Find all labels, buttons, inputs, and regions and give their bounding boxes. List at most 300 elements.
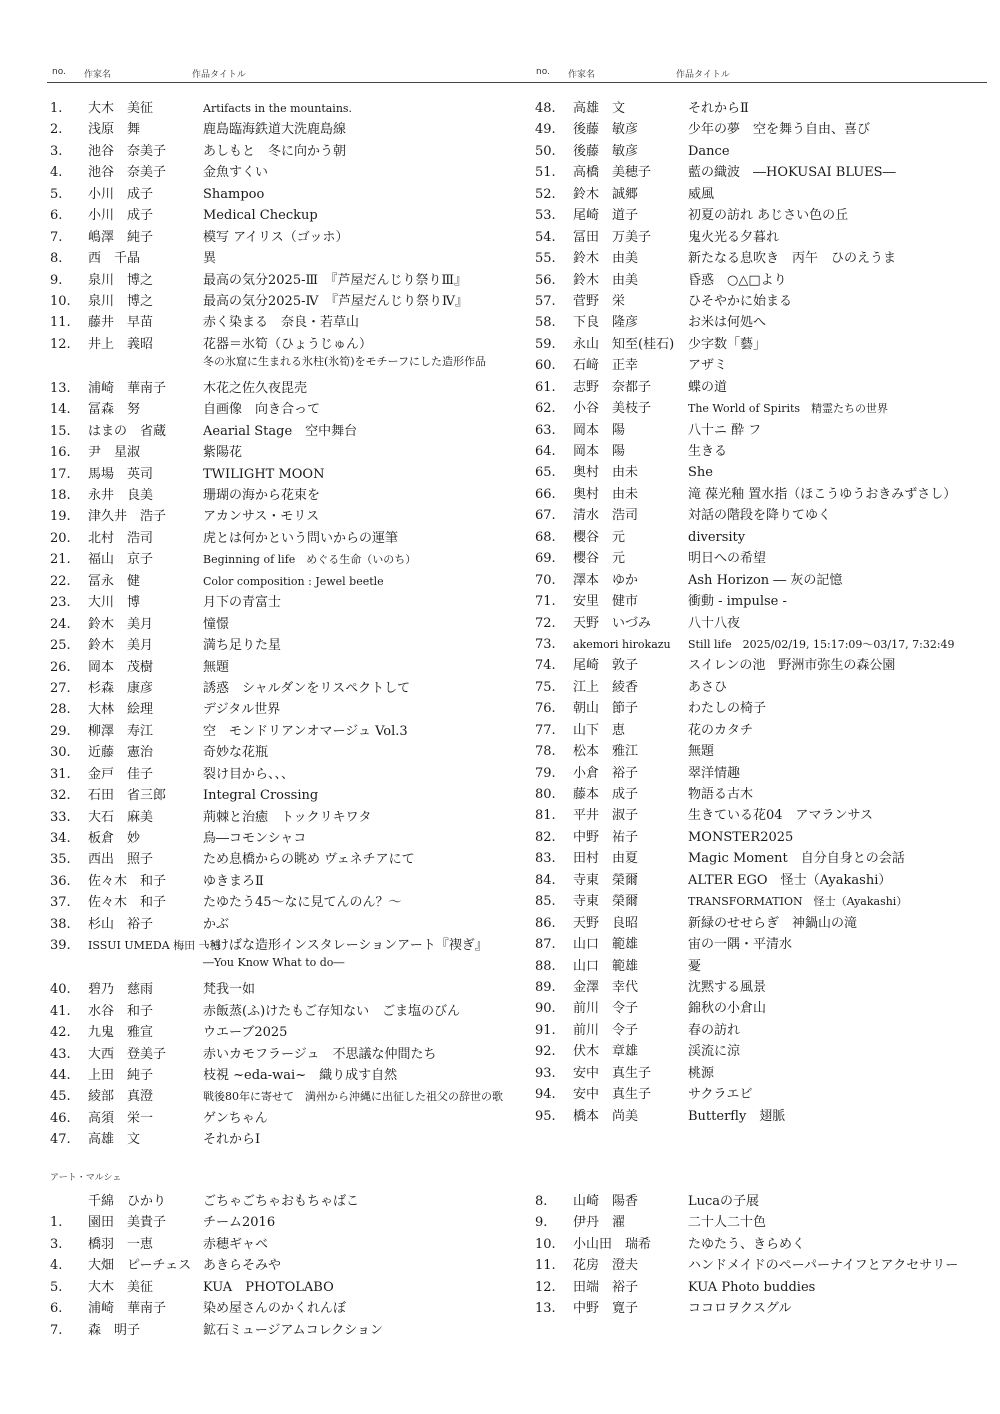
artwork-title: 花のカタチ — [688, 722, 754, 738]
item-number: 88. — [535, 958, 556, 974]
artwork-title: MONSTER2025 — [688, 829, 794, 845]
artist-name: 朝山 節子 — [573, 701, 639, 717]
item-number: 14. — [50, 402, 71, 418]
artist-name: 金戸 佳子 — [88, 766, 154, 782]
artist-name: 前川 令子 — [573, 1022, 639, 1038]
artist-name: 池谷 奈美子 — [88, 143, 167, 159]
item-number: 19. — [50, 509, 71, 525]
artwork-title: スイレンの池 野洲市弥生の森公園 — [688, 658, 896, 674]
artist-name: 鈴木 由美 — [573, 272, 639, 288]
artwork-title: 鳥―コモンシャコ — [203, 831, 307, 846]
item-number: 60. — [535, 358, 556, 374]
artwork-title: TRANSFORMATION 怪士（Ayakashi） — [688, 895, 908, 909]
item-number: 37. — [50, 895, 71, 911]
artwork-title: 蝶の道 — [688, 379, 728, 395]
artist-name: 杉山 裕子 — [88, 916, 154, 932]
artwork-title: KUA PHOTOLABO — [203, 1279, 334, 1295]
item-number: 23. — [50, 595, 71, 611]
item-number: 80. — [535, 787, 556, 802]
artwork-title: 無題 — [688, 744, 715, 760]
artist-name: 大木 美征 — [88, 101, 154, 116]
artwork-title: 無題 — [203, 659, 230, 675]
item-number: 10. — [50, 293, 71, 309]
artwork-title: チーム2016 — [203, 1215, 276, 1231]
artwork-title: diversity — [688, 529, 746, 545]
item-number: 66. — [535, 486, 556, 502]
artwork-title: Ash Horizon ― 灰の記憶 — [688, 572, 843, 588]
artwork-title: 枝視 ~eda-wai~ 織り成す自然 — [203, 1067, 398, 1083]
item-number: 45. — [50, 1089, 71, 1105]
artwork-title: あしもと 冬に向かう朝 — [203, 143, 347, 159]
artist-name: 寺東 榮爾 — [573, 872, 639, 888]
artist-name: 平井 淑子 — [573, 808, 639, 824]
artist-name: 安中 真生子 — [573, 1065, 652, 1081]
artwork-title: かぶ — [203, 916, 230, 932]
artwork-title: 異 — [203, 251, 217, 267]
item-number: 13. — [50, 380, 71, 396]
artist-name: 浅原 舞 — [88, 122, 141, 138]
item-number: 5. — [50, 1279, 63, 1295]
artist-name: 近藤 憲治 — [88, 745, 154, 761]
artwork-title: 月下の青富士 — [203, 595, 282, 611]
artist-name: 泉川 博之 — [88, 272, 154, 288]
artwork-title: 鬼火光る夕暮れ — [688, 229, 780, 245]
artist-name: akemori hirokazu — [573, 637, 671, 651]
artist-name: 上田 純子 — [88, 1067, 154, 1083]
artwork-title: ウエーブ2025 — [203, 1025, 288, 1041]
artwork-title: 渓流に涼 — [688, 1044, 741, 1060]
artwork-title: それからⅡ — [688, 101, 749, 116]
artwork-title: ため息橋からの眺め ヴェネチアにて — [203, 852, 415, 868]
item-number: 58. — [535, 315, 556, 331]
artist-name: 嶋澤 純子 — [88, 229, 154, 245]
item-number: 94. — [535, 1087, 556, 1103]
item-number: 29. — [50, 723, 71, 739]
artwork-title: 模写 アイリス（ゴッホ） — [203, 229, 349, 245]
artwork-title: 藍の織波 ―HOKUSAI BLUES― — [688, 165, 896, 181]
artwork-title: 誘惑 シャルダンをリスペクトして — [203, 680, 411, 696]
artist-name: 松本 雅江 — [573, 744, 639, 760]
artwork-title: 八十ニ 酔 フ — [688, 422, 762, 438]
artwork-title: TWILIGHT MOON — [203, 466, 325, 482]
artist-name: 佐々木 和子 — [88, 895, 167, 911]
item-number: 48. — [535, 101, 556, 116]
artwork-title: 最高の気分2025-Ⅳ 『芦屋だんじり祭りⅣ』 — [203, 293, 468, 309]
item-number: 69. — [535, 551, 556, 567]
artwork-title: Integral Crossing — [203, 788, 319, 804]
item-number: 3. — [50, 1236, 63, 1252]
header-no-right: no. — [536, 67, 550, 77]
item-number: 55. — [535, 251, 556, 267]
artwork-title: 明日への希望 — [688, 551, 767, 567]
artwork-title: お米は何処へ — [688, 315, 767, 331]
artwork-title: 新緑のせせらぎ 神鍋山の滝 — [688, 915, 858, 931]
artwork-title: Lucaの子展 — [688, 1194, 760, 1209]
artist-name: 津久井 浩子 — [88, 509, 167, 525]
artist-name: 永井 良美 — [88, 488, 154, 503]
item-number: 11. — [535, 1258, 556, 1274]
header-author-left: 作家名 — [84, 70, 112, 80]
artist-name: 田村 由夏 — [573, 851, 639, 867]
item-number: 8. — [50, 251, 63, 267]
artwork-title: たゆたう、きらめく — [688, 1236, 806, 1252]
artist-name: 中野 寛子 — [573, 1301, 639, 1317]
item-number: 5. — [50, 186, 63, 202]
artist-name: 石﨑 正幸 — [573, 358, 639, 374]
artist-name: 後藤 敏彦 — [573, 122, 639, 138]
artist-name: 高雄 文 — [88, 1132, 141, 1148]
artwork-title: サクラエビ — [688, 1087, 753, 1103]
item-number: 44. — [50, 1067, 71, 1083]
item-number: 27. — [50, 680, 71, 696]
artwork-title: 衝動 - impulse - — [688, 594, 787, 610]
item-number: 63. — [535, 422, 556, 438]
artist-name: 綾部 真澄 — [88, 1089, 154, 1105]
item-number: 4. — [50, 1258, 63, 1274]
item-number: 9. — [535, 1215, 548, 1231]
artwork-title: 八十八夜 — [688, 615, 741, 631]
artwork-title: Color composition : Jewel beetle — [203, 574, 384, 588]
artist-name: はまの 省蔵 — [88, 423, 167, 439]
artist-name: 後藤 敏彦 — [573, 143, 639, 159]
artwork-title: 木花之佐久夜毘売 — [203, 380, 308, 396]
item-number: 28. — [50, 702, 71, 718]
header-title-right: 作品タイトル — [676, 70, 730, 80]
artwork-title: 桃源 — [688, 1065, 715, 1081]
item-number: 1. — [50, 101, 63, 116]
item-number: 90. — [535, 1001, 556, 1017]
artist-name: 山下 恵 — [573, 722, 626, 738]
artist-name: 鈴木 美月 — [88, 616, 154, 632]
item-number: 12. — [535, 1279, 556, 1295]
artist-name: 岡本 陽 — [573, 422, 626, 438]
item-number: 89. — [535, 979, 556, 995]
artwork-title: ごちゃごちゃおもちゃばこ — [203, 1194, 360, 1209]
artist-name: 福山 京子 — [88, 552, 154, 568]
artist-name: 大畑 ピーチェス — [88, 1258, 192, 1274]
artwork-title: 二十人二十色 — [688, 1215, 767, 1231]
artwork-title: 宙の一隅・平清水 — [688, 937, 793, 953]
artist-name: 板倉 妙 — [88, 831, 141, 846]
artist-name: 大川 博 — [88, 595, 141, 611]
artist-name: 冨田 万美子 — [573, 229, 652, 245]
item-number: 79. — [535, 765, 556, 781]
item-number: 87. — [535, 937, 556, 953]
artwork-title: Aearial Stage 空中舞台 — [203, 423, 358, 439]
item-number: 49. — [535, 122, 556, 138]
item-number: 81. — [535, 808, 556, 824]
artwork-title: Artifacts in the mountains. — [203, 102, 353, 115]
artwork-title: ハンドメイドのペーパーナイフとアクセサリー — [688, 1258, 959, 1274]
item-number: 85. — [535, 894, 556, 910]
item-number: 91. — [535, 1022, 556, 1038]
item-number: 74. — [535, 658, 556, 674]
artwork-title: ココロヲクスグル — [688, 1301, 792, 1317]
artist-name: 櫻谷 元 — [573, 529, 626, 545]
artwork-title: 満ち足りた星 — [203, 638, 282, 654]
artwork-title: あきらそみや — [203, 1258, 282, 1274]
item-number: 20. — [50, 530, 71, 546]
artwork-title: Medical Checkup — [203, 208, 318, 224]
artwork-title: ゲンちゃん — [203, 1110, 268, 1126]
artist-name: 森 明子 — [88, 1322, 141, 1338]
item-number: 31. — [50, 766, 71, 782]
artist-name: 花房 澄夫 — [573, 1258, 639, 1274]
artist-name: 冨永 健 — [88, 573, 141, 589]
artist-name: 西出 照子 — [88, 852, 154, 868]
artist-name: 山口 範雄 — [573, 958, 639, 974]
item-number: 46. — [50, 1110, 71, 1126]
artist-name: 水谷 和子 — [88, 1003, 154, 1019]
artist-name: 石田 省三郎 — [88, 788, 167, 804]
item-number: 7. — [50, 1322, 63, 1338]
item-number: 65. — [535, 465, 556, 481]
item-number: 53. — [535, 208, 556, 224]
artist-name: 小倉 裕子 — [573, 765, 639, 781]
artist-name: 江上 綾香 — [573, 679, 639, 695]
artist-name: 小川 成子 — [88, 186, 154, 202]
artist-name: 田端 裕子 — [573, 1279, 639, 1295]
item-number: 51. — [535, 165, 556, 181]
item-number: 4. — [50, 165, 63, 181]
item-number: 71. — [535, 594, 556, 610]
artist-name: 西 千晶 — [88, 251, 141, 267]
artwork-title: KUA Photo buddies — [688, 1279, 816, 1295]
artwork-title: 少字数「藝」 — [688, 336, 767, 352]
artist-name: 天野 良昭 — [573, 915, 639, 931]
item-number: 16. — [50, 445, 71, 461]
artist-name: 高雄 文 — [573, 101, 626, 116]
artist-name: 杉森 康彦 — [88, 680, 154, 696]
item-number: 6. — [50, 1301, 63, 1317]
artwork-title: She — [688, 465, 713, 481]
artwork-title: 裂け目から、、、 — [203, 766, 295, 782]
item-number: 13. — [535, 1301, 556, 1317]
artist-name: 大石 麻美 — [88, 809, 154, 825]
artwork-title: 染め屋さんのかくれんぼ — [203, 1301, 347, 1317]
artwork-title: あさひ — [688, 679, 728, 695]
artist-name: 園田 美貴子 — [88, 1215, 167, 1231]
artist-name: 中野 祐子 — [573, 829, 639, 845]
artist-name: 山口 範雄 — [573, 937, 639, 953]
artwork-title: Magic Moment 自分自身との会話 — [688, 851, 905, 867]
artwork-subtitle: ―You Know What to do― — [203, 956, 345, 970]
item-number: 41. — [50, 1003, 71, 1019]
artwork-title: たゆたう45～なに見てんのん？～ — [203, 895, 402, 911]
artwork-title: わたしの椅子 — [688, 701, 767, 717]
artwork-title: アザミ — [688, 358, 728, 374]
artwork-subtitle: 冬の氷窟に生まれる氷柱(氷筍)をモチーフにした造形作品 — [203, 354, 487, 368]
artwork-title: 花器＝氷筍（ひょうじゅん） — [203, 336, 373, 352]
artwork-title: 少年の夢 空を舞う自由、喜び — [688, 122, 871, 138]
artwork-title: Butterfly 翅脈 — [688, 1108, 786, 1124]
artist-name: 鈴木 由美 — [573, 251, 639, 267]
artist-name: 伊丹 濯 — [573, 1215, 626, 1231]
artwork-title: Beginning of life めぐる生命（いのち） — [203, 553, 417, 567]
artist-name: 大木 美征 — [88, 1279, 154, 1295]
artist-name: 岡本 陽 — [573, 444, 626, 459]
item-number: 3. — [50, 143, 63, 159]
artist-name: 山崎 陽香 — [573, 1194, 639, 1209]
artwork-title: 憧憬 — [203, 616, 230, 632]
artwork-title: アカンサス・モリス — [203, 509, 320, 525]
artwork-title: 生きる — [688, 444, 728, 459]
artwork-title: 昏惑 ○△□より — [688, 272, 787, 288]
artist-name: 志野 奈都子 — [573, 379, 652, 395]
artwork-title: 金魚すくい — [203, 165, 269, 181]
item-number: 22. — [50, 573, 71, 589]
artist-name: 小山田 瑞希 — [573, 1236, 652, 1252]
artist-name: 泉川 博之 — [88, 293, 154, 309]
artwork-title: 空 モンドリアンオマージュ Vol.3 — [203, 723, 408, 739]
item-number: 62. — [535, 401, 556, 417]
item-number: 47. — [50, 1132, 71, 1148]
item-number: 95. — [535, 1108, 556, 1124]
item-number: 30. — [50, 745, 71, 761]
artist-name: 高橋 美穂子 — [573, 165, 652, 181]
artist-name: 浦崎 華南子 — [88, 380, 167, 396]
artwork-title: デジタル世界 — [203, 702, 281, 718]
artist-name: 大林 絵理 — [88, 702, 154, 718]
artwork-title: 戦後80年に寄せて 満州から沖縄に出征した祖父の辞世の歌 — [203, 1090, 503, 1104]
item-number: 84. — [535, 872, 556, 888]
item-number: 61. — [535, 379, 556, 395]
artwork-title: 生きている花04 アマランサス — [688, 808, 874, 824]
header-author-right: 作家名 — [568, 70, 596, 80]
item-number: 54. — [535, 229, 556, 245]
artwork-title: 鉱石ミュージアムコレクション — [203, 1322, 384, 1338]
item-number: 38. — [50, 916, 71, 932]
item-number: 35. — [50, 852, 71, 868]
artwork-title: ひそやかに始まる — [688, 293, 793, 309]
artwork-title: 紫陽花 — [203, 445, 243, 461]
artist-name: 浦崎 華南子 — [88, 1301, 167, 1317]
artist-name: 藤井 早苗 — [88, 315, 154, 331]
item-number: 76. — [535, 701, 556, 717]
artwork-title: 赤穂ギャベ — [203, 1236, 269, 1252]
artist-name: 菅野 栄 — [573, 293, 626, 309]
artist-name: 馬場 英司 — [88, 466, 154, 482]
header-no-left: no. — [52, 67, 66, 77]
item-number: 18. — [50, 488, 71, 503]
artist-name: 櫻谷 元 — [573, 551, 626, 567]
item-number: 50. — [535, 143, 556, 159]
item-number: 42. — [50, 1025, 71, 1041]
item-number: 73. — [535, 636, 556, 652]
item-number: 78. — [535, 744, 556, 760]
item-number: 68. — [535, 529, 556, 545]
artwork-title: 自画像 向き合って — [203, 402, 321, 418]
artwork-title: 憂 — [688, 958, 702, 974]
artwork-title: 梵我一如 — [203, 982, 256, 998]
item-number: 86. — [535, 915, 556, 931]
artist-name: 岡本 茂樹 — [88, 659, 154, 675]
item-number: 43. — [50, 1046, 71, 1062]
item-number: 39. — [50, 938, 71, 954]
artist-name: 碧乃 慈雨 — [88, 982, 154, 998]
artwork-title: 錦秋の小倉山 — [688, 1001, 767, 1017]
artist-name: 安中 真生子 — [573, 1087, 652, 1103]
artwork-title: Shampoo — [203, 186, 265, 202]
artist-name: 永山 知至(桂石) — [573, 336, 675, 352]
section-label-art-marche: アート・マルシェ — [50, 1173, 122, 1183]
artist-name: 北村 浩司 — [88, 530, 154, 546]
artwork-title: 対話の階段を降りてゆく — [688, 508, 832, 524]
artist-name: 藤本 成子 — [573, 787, 639, 802]
item-number: 67. — [535, 508, 556, 524]
artwork-title: いけばな造形インスタレーションアート『禊ぎ』 — [203, 938, 488, 954]
item-number: 83. — [535, 851, 556, 867]
item-number: 75. — [535, 679, 556, 695]
artist-name: 尹 星淑 — [88, 445, 141, 461]
artwork-title: 奇妙な花瓶 — [203, 745, 269, 761]
artist-name: 橋本 尚美 — [573, 1108, 639, 1124]
item-number: 72. — [535, 615, 556, 631]
item-number: 21. — [50, 552, 71, 568]
artwork-title: Dance — [688, 143, 730, 159]
artwork-title: 新たなる息吹き 丙午 ひのえうま — [688, 251, 897, 267]
artist-name: 大西 登美子 — [88, 1046, 167, 1062]
item-number: 70. — [535, 572, 556, 588]
artist-name: 鈴木 美月 — [88, 638, 154, 654]
artist-name: 奥村 由未 — [573, 465, 639, 481]
artist-name: 冨森 努 — [88, 402, 141, 418]
header-divider — [47, 82, 987, 83]
artwork-title: Still life 2025/02/19, 15:17:09～03/17, 7:32:49 — [688, 637, 955, 651]
artwork-title: 翠洋情趣 — [688, 765, 741, 781]
item-number: 25. — [50, 638, 71, 654]
item-number: 11. — [50, 315, 71, 331]
artist-name: 奥村 由未 — [573, 486, 639, 502]
artwork-title: 虎とは何かという問いからの運筆 — [203, 530, 399, 546]
artist-name: 澤本 ゆか — [573, 572, 639, 588]
item-number: 2. — [50, 122, 63, 138]
item-number: 34. — [50, 831, 71, 846]
artist-name: 尾崎 敦子 — [573, 658, 639, 674]
artwork-title: それからⅠ — [203, 1132, 261, 1148]
artwork-title: 赤く染まる 奈良・若草山 — [203, 315, 360, 331]
artist-name: 前川 令子 — [573, 1001, 639, 1017]
artwork-title: 滝 葆光釉 置水指（ほこうゆうおきみずさし） — [688, 486, 957, 502]
artwork-title: 威風 — [688, 186, 715, 202]
artwork-title: 珊瑚の海から花束を — [203, 488, 321, 503]
item-number: 1. — [50, 1215, 63, 1231]
item-number: 32. — [50, 788, 71, 804]
artist-name: 佐々木 和子 — [88, 873, 167, 889]
artist-name: 下良 隆彦 — [573, 315, 639, 331]
item-number: 33. — [50, 809, 71, 825]
artwork-title: 沈黙する風景 — [688, 979, 767, 995]
item-number: 8. — [535, 1194, 548, 1209]
artist-name: 金澤 幸代 — [573, 979, 639, 995]
item-number: 12. — [50, 336, 71, 352]
item-number: 24. — [50, 616, 71, 632]
artist-name: 井上 義昭 — [88, 336, 154, 352]
artwork-title: 赤いカモフラージュ 不思議な仲間たち — [203, 1046, 437, 1062]
item-number: 64. — [535, 444, 556, 459]
artwork-title: 物語る古木 — [688, 787, 754, 802]
artist-name: 小谷 美枝子 — [573, 401, 652, 417]
item-number: 15. — [50, 423, 71, 439]
artist-name: 安里 健市 — [573, 594, 639, 610]
artist-name: 柳澤 寿江 — [88, 723, 154, 739]
artist-name: 小川 成子 — [88, 208, 154, 224]
artist-name: 清水 浩司 — [573, 508, 639, 524]
artwork-title: 鹿島臨海鉄道大洗鹿島線 — [203, 122, 347, 138]
artist-name: 千綿 ひかり — [88, 1194, 167, 1209]
item-number: 59. — [535, 336, 556, 352]
artist-name: 伏木 章雄 — [573, 1044, 639, 1060]
